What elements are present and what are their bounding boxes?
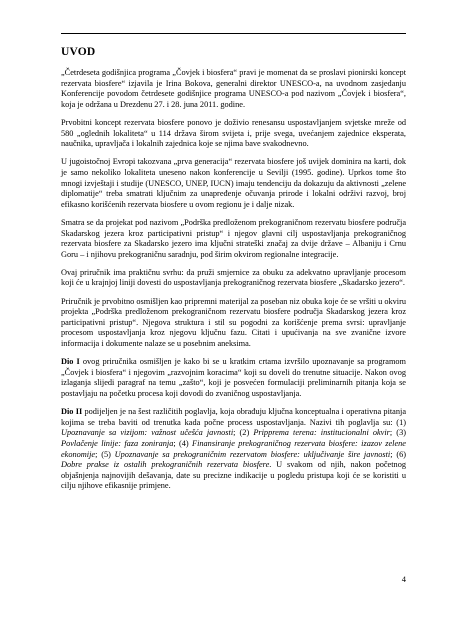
page-number: 4 xyxy=(401,574,406,584)
section-heading: UVOD xyxy=(61,46,96,58)
chapter-title-6: Dobre prakse iz ostalih prekograničnih rezervata biosfere xyxy=(61,460,270,470)
text-run: podijeljen je na šest različitih poglavlja, koja obrađuju ključna konceptualna i operativna pitanja kojima se treba baviti od trenutka kada počne process uspostavljanja. Nazivi tih poglavlja su: (1) xyxy=(61,407,406,427)
part-two-label: Dio II xyxy=(61,407,83,417)
chapter-title-5: Upoznavanje sa prekograničnim rezervatom biosfere: uključivanje šire javnosti xyxy=(114,449,391,459)
paragraph-6: Priručnik je prvobitno osmišljen kao pripremni materijal za poseban niz obuka koje će se vršiti u okviru projekta „Podrška predloženom prekograničnom rezervatu biosfere područja Skadarskog jezera kroz participativni pristup“. Njegova struktura i stil su pogodni za korišćenje prema svrsi: upravljanje procesom uspostavljanja kroz njegovu ključnu fazu. Citati i upućivanja na sve zvanične izvore informacija i dokumente nalaze se u posebnim aneksima. xyxy=(61,296,406,349)
paragraph-1: „Četrdeseta godišnjica programa „Čovjek i biosfera“ pravi je momenat da se proslavi pionirski koncept rezervata biosfere“ izjavila je Irina Bokova, generalni direktor UNESCO-a, na uvodnom zasjedanju Konferencije povodom četrdesete godišnjice programa UNESCO-a pod nazivom „Čovjek i biosfera“, koja je održana u Drezdenu 27. i 28. juna 2011. godine. xyxy=(61,68,406,109)
text-run: ; (6) xyxy=(390,449,406,459)
paragraph-4: Smatra se da projekat pod nazivom „Podrška predloženom prekograničnom rezervatu biosfere područja Skadarskog jezera kroz participativni pristup“ i njegov glavni cilj uspostavljanja prekograničnog rezervata biosfere za Skadarsko jezero ima ključni strateški značaj za dvije države – Albaniju i Crnu Goru – i njihovu prekograničnu saradnju, pod širim okvirom regionalne integracije. xyxy=(61,217,406,259)
chapter-title-1: Upoznavanje sa vizijom: važnost učešća javnosti xyxy=(61,428,234,438)
chapter-title-4: Finansiranje prekograničnog rezervata biosfere: izazov zelene ekonomije xyxy=(61,438,406,459)
text-run: ; (3) xyxy=(389,428,406,438)
header-rule xyxy=(61,33,406,34)
paragraph-2: Prvobitni koncept rezervata biosfere ponovo je doživio renesansu uspostavljanjem svjetske mreže od 580 „oglednih lokaliteta“ u 114 država širom svijeta i, prije svega, uvećanjem zajednice eksperata, naučnika, upravljača i lokalnih zajednica koje se njima bave svakodnevno. xyxy=(61,117,406,149)
text-run: ; (2) xyxy=(233,428,254,438)
part-one-label: Dio I xyxy=(61,357,80,367)
chapter-title-2: Pripprema terena: institucionalni okvir xyxy=(253,428,390,438)
text-run: ; (4) xyxy=(173,438,193,448)
text-run: ; (5) xyxy=(95,449,115,459)
text-run: . U svakom od njih, nakon početnog objašnjenja najnovijih dešavanja, date su precizne indikacije u pogledu pristupa koji će se koristiti u cilju njihove efikasnije primjene. xyxy=(61,460,406,491)
chapter-title-3: Povlačenje linije: faza zoniranja xyxy=(61,438,174,448)
paragraph-8 xyxy=(61,407,406,492)
paragraph-7-body: ovog priručnika osmišljen je kako bi se u kratkim crtama izvršilo upoznavanje sa programom „Čovjek i biosfera“ i njegovim „razvojnim koracima“ koji su doveli do trenutne situacije. Nakon ovog izlaganja slijedi paragraf na temu „zašto“, koji je posvećen formulaciji preliminarnih pitanja koja se postavljaju na početku procesa koji dovodi do zvaničnog uspostavljanja. xyxy=(61,357,407,398)
paragraph-3: U jugoistočnoj Evropi takozvana „prva generacija“ rezervata biosfere još uvijek dominira na karti, dok je samo nekoliko lokaliteta uneseno nakon konferencije u Sevilji (1995. godine). Uprkos tome što mnogi izvještaji i studije (UNESCO, UNEP, IUCN) imaju tendenciju da dokazuju da aktivnosti „zelene diplomatije“ treba smatrati ključnim za unapređenje očuvanja prirode i lokalni održivi razvoj, broj efikasno korišćenih rezervata biosfere u ovom regionu je i dalje nizak. xyxy=(61,157,406,209)
paragraph-5: Ovaj priručnik ima praktičnu svrhu: da pruži smjernice za obuku za adekvatno upravljanje procesom koji će u krajnjoj liniji dovesti do uspostavljanja prekograničnog rezervata biosfere „Skadarsko jezero“. xyxy=(61,267,406,288)
paragraph-7 xyxy=(61,357,406,399)
